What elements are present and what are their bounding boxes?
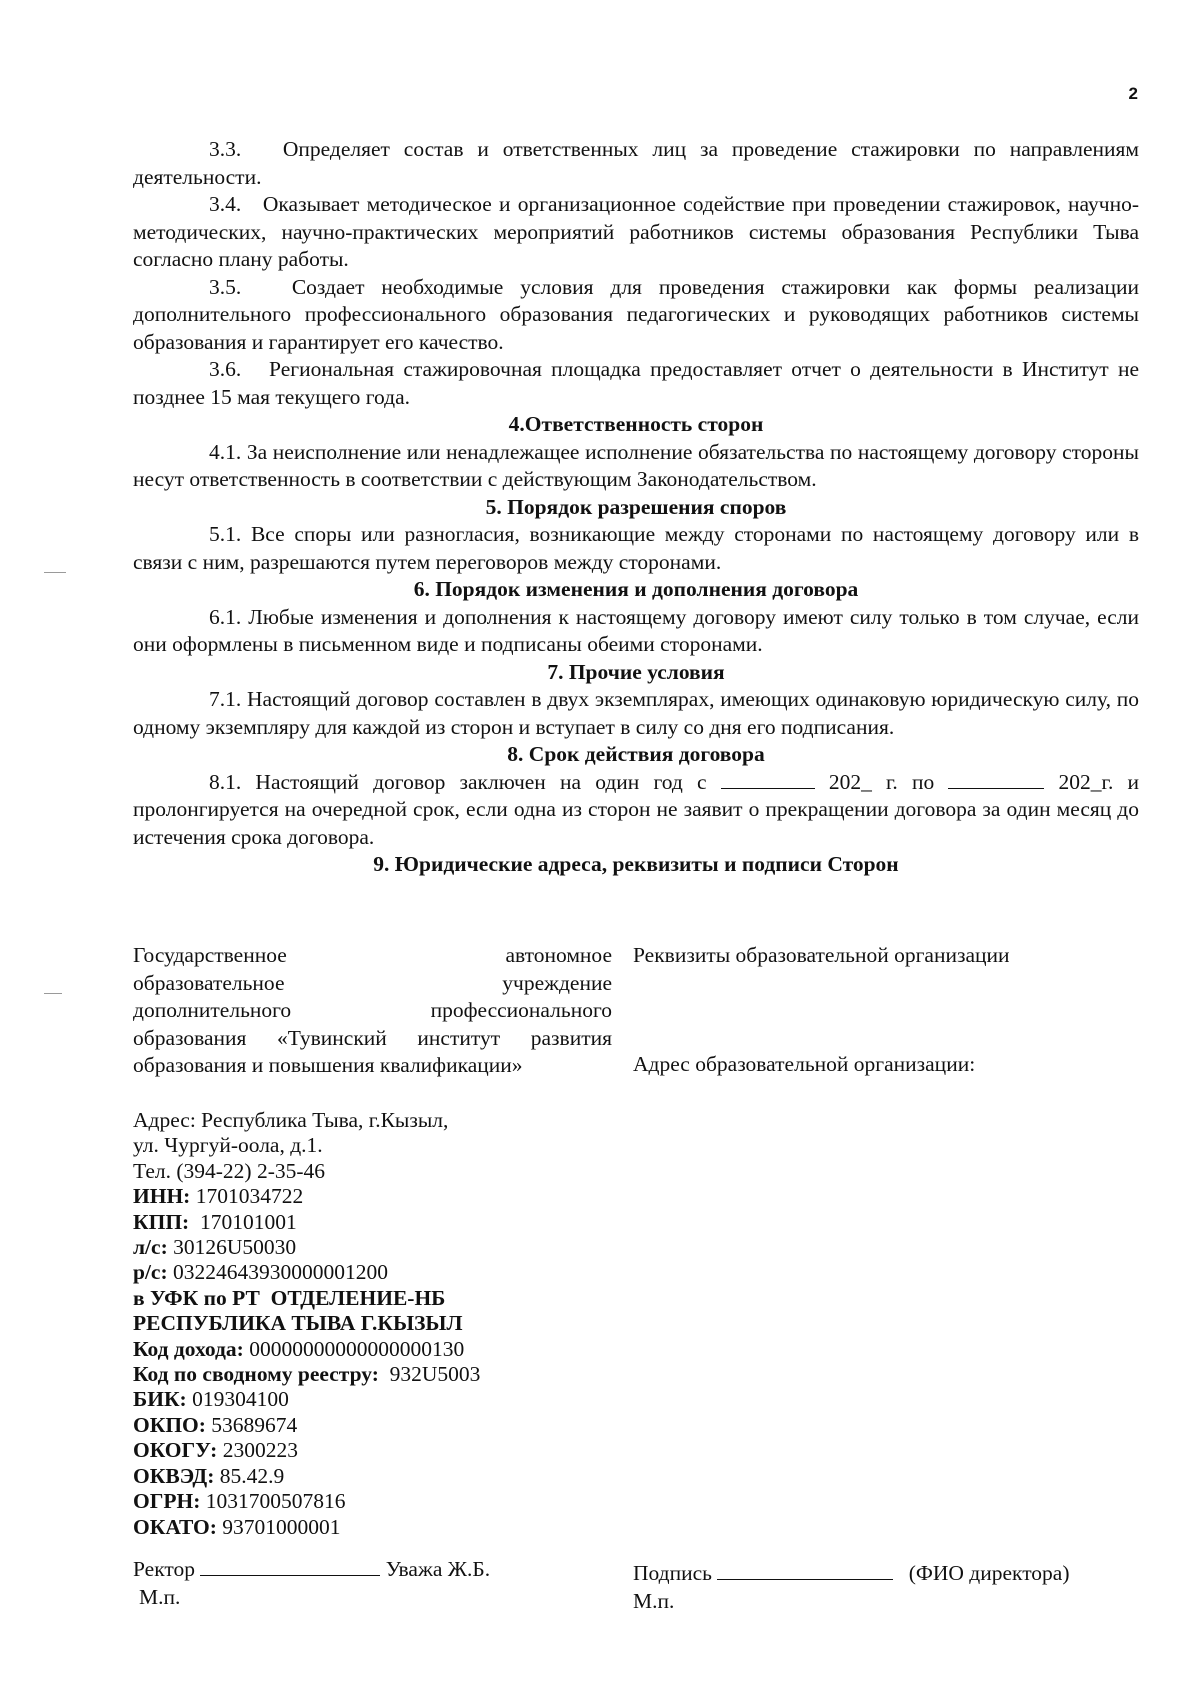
okved-value: 85.42.9: [214, 1463, 285, 1488]
scan-margin-mark: [44, 572, 66, 573]
clause-8-1-end: 202_г. и пролонгируется на очередной срок, если одна из сторон не заявит о прекращении договора за один месяц до истечения срока договора.: [133, 769, 1139, 849]
organization-address-label: Адрес образовательной организации:: [633, 1052, 976, 1076]
institute-name-line: образования и повышения квалификации»: [133, 1053, 523, 1077]
institute-name-line: образовательное учреждение: [133, 970, 612, 995]
ogrn-label: ОГРН:: [133, 1489, 201, 1514]
clause-4-1: 4.1. За неисполнение или ненадлежащее исполнение обязательства по настоящему договору стороны несут ответственность в соответствии с действующим Законодательством.: [133, 439, 1139, 491]
institute-stamp-place: М.п.: [139, 1585, 181, 1609]
inn-row: [133, 1184, 693, 1209]
institute-details: [133, 1108, 693, 1540]
registry-code-row: [133, 1362, 693, 1387]
kpp-row: [133, 1210, 693, 1235]
okved-row: [133, 1464, 693, 1489]
clause-6-1: 6.1. Любые изменения и дополнения к настоящему договору имеют силу только в том случае, если они оформлены в письменном виде и подписаны обеими сторонами.: [133, 604, 1139, 656]
organization-stamp-place: М.п.: [633, 1589, 675, 1613]
income-code-value: 00000000000000000130: [243, 1336, 465, 1361]
section-heading-5: 5. Порядок разрешения споров: [485, 494, 787, 519]
institute-name-line: образования «Тувинский институт развития: [133, 1025, 612, 1050]
bank-line: РЕСПУБЛИКА ТЫВА Г.КЫЗЫЛ: [133, 1311, 463, 1336]
institute-phone: Тел. (394-22) 2-35-46: [133, 1158, 326, 1183]
institute-name-line: дополнительного профессионального: [133, 998, 612, 1022]
inn-label: ИНН:: [133, 1184, 191, 1209]
clause-3-4: 3.4. Оказывает методическое и организационное содействие при проведении стажировок, научно-методических, научно-практических мероприятий работников системы образования Республики Тыва согласно плану работы.: [133, 192, 1139, 271]
rector-name: Уважа Ж.Б.: [385, 1557, 491, 1581]
okato-label: ОКАТО:: [133, 1514, 217, 1539]
director-signature-line: [633, 1560, 1070, 1588]
section-heading-4: 4.Ответственность сторон: [508, 412, 764, 436]
income-code-label: Код дохода:: [133, 1336, 244, 1361]
rs-label: р/с:: [133, 1260, 168, 1285]
rs-value: 03224643930000001200: [167, 1260, 389, 1285]
director-signature-blank[interactable]: [717, 1561, 893, 1580]
okogu-row: [133, 1438, 693, 1463]
contract-body: [133, 136, 1139, 879]
institute-address-line: ул. Чургуй-оола, д.1.: [133, 1133, 323, 1158]
clause-8-1: [133, 769, 1139, 852]
ogrn-row: [133, 1489, 693, 1514]
inn-value: 1701034722: [190, 1184, 304, 1209]
bik-value: 019304100: [186, 1387, 289, 1412]
okogu-label: ОКОГУ:: [133, 1438, 218, 1463]
okpo-value: 53689674: [205, 1412, 298, 1437]
registry-code-label: Код по сводному реестру:: [133, 1362, 379, 1387]
scan-margin-mark: [44, 993, 62, 994]
bik-label: БИК:: [133, 1387, 187, 1412]
organization-column: [633, 942, 1139, 1076]
okato-value: 93701000001: [216, 1514, 341, 1539]
page-number: 2: [1128, 84, 1138, 103]
ls-label: л/с:: [133, 1235, 168, 1260]
income-code-row: [133, 1337, 693, 1362]
kpp-label: КПП:: [133, 1209, 190, 1234]
clause-3-6: 3.6. Региональная стажировочная площадка предоставляет отчет о деятельности в Институт не позднее 15 мая текущего года.: [133, 357, 1139, 409]
okpo-label: ОКПО:: [133, 1412, 206, 1437]
section-heading-9: 9. Юридические адреса, реквизиты и подписи Сторон: [373, 852, 899, 876]
start-date-blank[interactable]: [721, 770, 815, 789]
clause-5-1: 5.1. Все споры или разногласия, возникающие между сторонами по настоящему договору или в связи с ним, разрешаются путем переговоров между сторонами.: [133, 522, 1139, 574]
section-heading-7: 7. Прочие условия: [547, 659, 725, 684]
clause-7-1: 7.1. Настоящий договор составлен в двух экземплярах, имеющих одинаковую юридическую силу, по одному экземпляру для каждой из сторон и вступает в силу со дня его подписания.: [133, 687, 1139, 739]
institute-name-line: Государственное автономное: [133, 943, 612, 967]
rector-signature-line: [133, 1556, 490, 1584]
ls-value: 30126U50030: [167, 1235, 297, 1260]
okato-row: [133, 1515, 693, 1540]
institute-name: [133, 942, 612, 1080]
okogu-value: 2300223: [217, 1438, 298, 1463]
ogrn-value: 1031700507816: [200, 1489, 346, 1514]
section-heading-6: 6. Порядок изменения и дополнения договора: [413, 577, 859, 601]
registry-code-value: 932U5003: [378, 1362, 481, 1387]
kpp-value: 170101001: [189, 1209, 297, 1234]
ls-row: [133, 1235, 693, 1260]
signature-label: Подпись: [633, 1561, 712, 1585]
section-heading-8: 8. Срок действия договора: [507, 742, 765, 766]
bank-line: в УФК по РТ ОТДЕЛЕНИЕ-НБ: [133, 1285, 446, 1310]
clause-8-1-middle: 202_ г. по: [814, 769, 949, 794]
director-name-placeholder: (ФИО директора): [908, 1561, 1070, 1585]
rector-signature-blank[interactable]: [200, 1557, 380, 1576]
organization-requisites-title: Реквизиты образовательной организации: [633, 943, 1010, 967]
clause-3-3: 3.3. Определяет состав и ответственных лиц за проведение стажировки по направлениям деятельности.: [133, 137, 1139, 189]
clause-3-5: 3.5. Создает необходимые условия для проведения стажировки как формы реализации дополнительного профессионального образования педагогических и руководящих работников системы образования и гарантирует его качество.: [133, 274, 1139, 354]
bik-row: [133, 1387, 693, 1412]
okpo-row: [133, 1413, 693, 1438]
okved-label: ОКВЭД:: [133, 1463, 215, 1488]
end-date-blank[interactable]: [948, 770, 1044, 789]
rector-title: Ректор: [133, 1557, 195, 1581]
institute-address-line: Адрес: Республика Тыва, г.Кызыл,: [133, 1108, 449, 1132]
clause-8-1-start: 8.1. Настоящий договор заключен на один год с: [209, 769, 721, 794]
rs-row: [133, 1260, 693, 1285]
